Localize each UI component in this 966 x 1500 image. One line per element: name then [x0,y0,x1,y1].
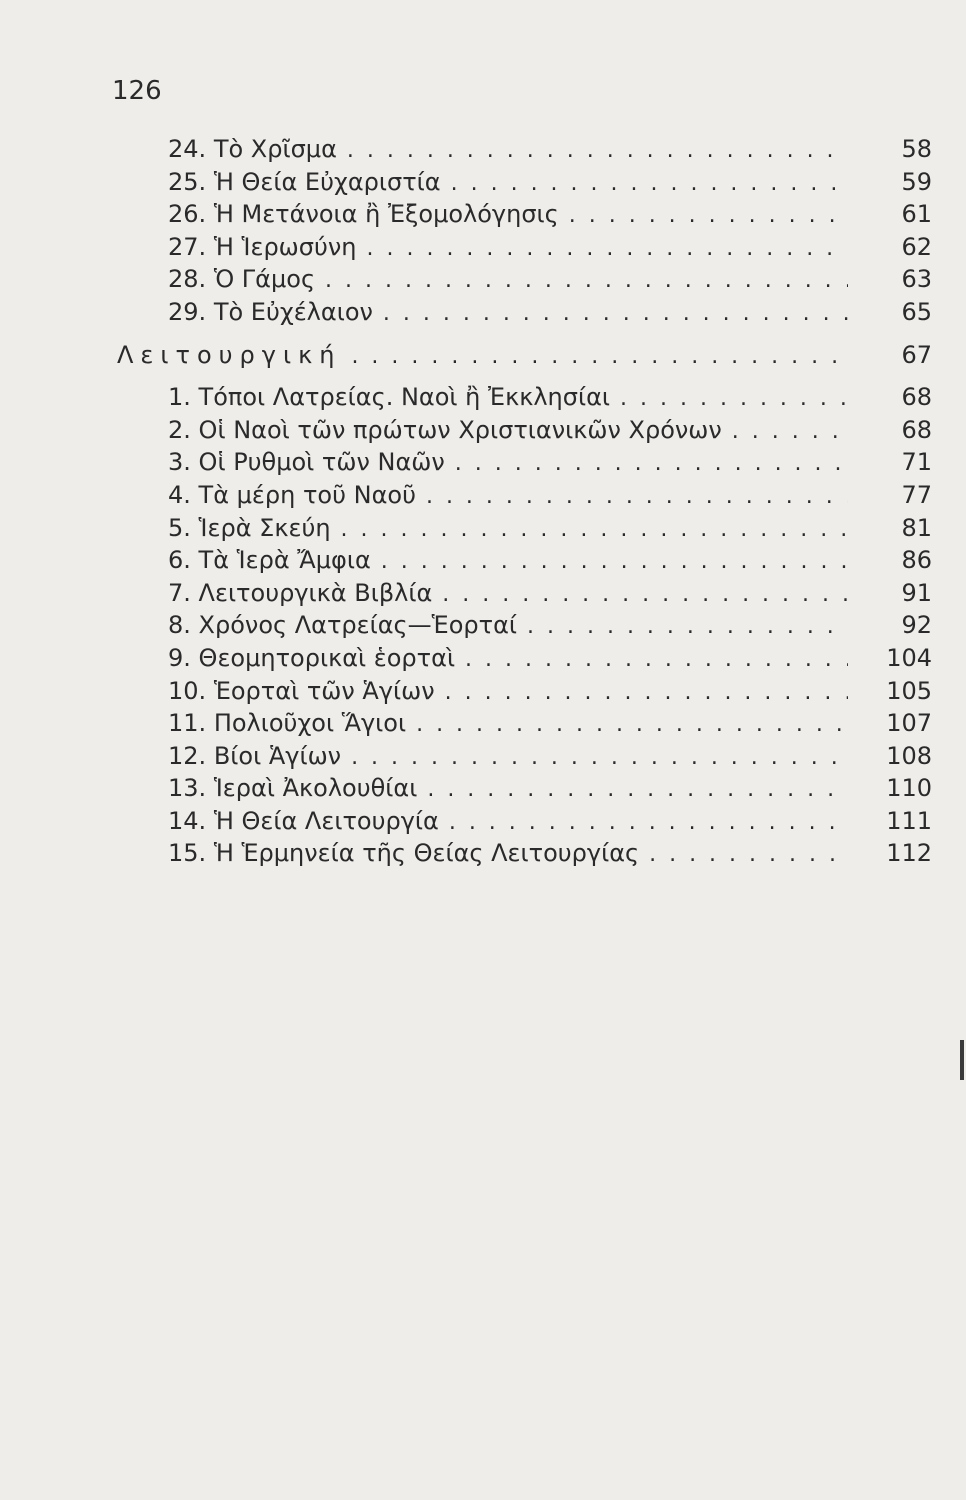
toc-entry [0,200,966,233]
toc-entry [0,546,966,579]
toc-entry-page: 63 [901,265,932,294]
toc-entry-number: 24. [168,135,207,163]
toc-entry-text [168,168,848,196]
toc-entry-text [168,677,848,705]
toc-entry [0,135,966,168]
toc-entry-title: Ἱερὰ Σκεύη . . . [199,514,848,542]
toc-entry-page: 65 [901,297,932,326]
toc-entry-page: 61 [901,200,932,229]
toc-entry-page: 105 [886,676,932,705]
toc-entry-text [168,135,848,163]
toc-entry-text [168,265,848,293]
toc-entry-text [168,383,848,411]
toc-entry [0,416,966,449]
toc-entry [0,481,966,514]
toc-entry [0,611,966,644]
toc-entry-title: Πολιοῦχοι Ἅγιοι . . . [214,709,848,737]
toc-entry-title: Ὁ Γάμος . . . [214,265,848,293]
toc-entry-page: 110 [886,774,932,803]
toc-entry-number: 14. [168,806,207,835]
toc-entry-page: 59 [901,167,932,196]
toc-entry-title: Ἡ Ἑρμηνεία τῆς Θείας Λειτουργίας . . . [214,839,848,867]
toc-entry-page: 92 [901,611,932,640]
toc-entry-number: 11. [168,709,207,738]
toc-entry-number: 27. [168,232,207,261]
toc-entry-title: Ἡ Ἱερωσύνη . . . [214,233,848,261]
toc-entry-title: Τὰ Ἱερὰ Ἄμφια . . . [199,546,848,574]
toc-entry-title: Ἱεραὶ Ἀκολουθίαι . . . [214,774,848,802]
toc-entry-number: 9. [168,643,191,672]
page-number: 126 [112,76,162,106]
toc-entry-title: Ἡ Θεία Εὐχαριστία . . . [214,168,848,196]
toc-entry-text [168,200,848,228]
toc-entry-page: 81 [901,513,932,542]
toc-entry-number: 8. [168,611,191,640]
toc-entry-title: Ἡ Θεία Λειτουργία . . . [214,807,848,835]
toc-entry [0,233,966,266]
toc-entry [0,807,966,840]
toc-entry-number: 26. [168,200,207,229]
toc-entry-number: 4. [168,480,191,509]
toc-entry [0,644,966,677]
toc-entry-number: 28. [168,265,207,294]
toc-entry-title: Θεομητορικαὶ ἑορταὶ . . . [199,644,848,672]
toc-entry [0,448,966,481]
toc-entry [0,265,966,298]
toc-entry-page: 58 [901,135,932,163]
toc-gap [0,373,966,383]
toc-entry-page: 77 [901,480,932,509]
toc-entry-text [168,839,848,867]
toc-entry-page: 112 [886,839,932,868]
toc-entry-text [168,448,848,476]
table-of-contents [0,135,966,872]
toc-entry-page: 91 [901,578,932,607]
toc-entry-text [168,233,848,261]
toc-entry-text [168,709,848,737]
toc-entry [0,383,966,416]
toc-entry-page: 108 [886,741,932,770]
toc-entry-number: 3. [168,448,191,477]
page-edge-mark [960,1040,964,1080]
toc-entry-number: 15. [168,839,207,868]
toc-entry-title: Τόποι Λατρείας. Ναοὶ ἢ Ἐκκλησίαι . . . [199,383,848,411]
toc-entry-title: Χρόνος Λατρείας—Ἑορταί . . . [199,611,848,639]
toc-entry-text [168,742,848,770]
toc-entry-text [168,546,848,574]
toc-entry [0,709,966,742]
toc-entry-number: 2. [168,415,191,444]
toc-entry [0,839,966,872]
toc-entry-title: Λειτουργικὰ Βιβλία . . . [199,579,848,607]
toc-entry-title: Τὸ Εὐχέλαιον . . . [214,298,848,326]
toc-entry-page: 68 [901,415,932,444]
toc-entry-title: Οἱ Ρυθμοὶ τῶν Ναῶν . . . [199,448,848,476]
toc-entry [0,514,966,547]
toc-entry-number: 7. [168,578,191,607]
toc-entry-text [168,611,848,639]
toc-entry [0,677,966,710]
toc-entry-number: 25. [168,167,207,196]
toc-entry-page: 86 [901,546,932,575]
toc-entry-text [117,341,847,369]
toc-entry-number: 13. [168,774,207,803]
toc-entry [0,579,966,612]
toc-entry-page: 104 [886,643,932,672]
toc-entry-title: Ἡ Μετάνοια ἢ Ἐξομολόγησις . . . [214,200,848,228]
toc-entry-page: 71 [901,448,932,477]
toc-entry-text [168,644,848,672]
toc-entry-title: Τὰ μέρη τοῦ Ναοῦ . . . [199,481,848,509]
toc-entry-number: 29. [168,297,207,326]
toc-entry-text [168,774,848,802]
toc-entry-page: 68 [901,383,932,412]
toc-gap [0,331,966,341]
toc-entry-text [168,481,848,509]
toc-entry-page: 107 [886,709,932,738]
toc-entry-title: Οἱ Ναοὶ τῶν πρώτων Χριστιανικῶν Χρόνων . . . [199,416,848,444]
toc-entry-text [168,579,848,607]
toc-entry [0,774,966,807]
toc-entry-text [168,807,848,835]
toc-entry-title: Ἑορταὶ τῶν Ἁγίων . . . [214,677,848,705]
toc-entry-number: 6. [168,546,191,575]
toc-entry [0,742,966,775]
toc-entry-number: 12. [168,741,207,770]
toc-section-heading [0,341,966,374]
toc-entry [0,168,966,201]
toc-entry-text [168,298,848,326]
toc-entry-number: 10. [168,676,207,705]
toc-entry-number: 5. [168,513,191,542]
toc-entry [0,298,966,331]
toc-entry-text [168,416,848,444]
toc-entry-text [168,514,848,542]
toc-entry-title: Βίοι Ἁγίων . . . [214,742,848,770]
toc-entry-title: Τὸ Χρῖσμα . . . [214,135,848,163]
toc-entry-title: Λειτουργική . . . [117,341,847,369]
toc-entry-page: 62 [901,232,932,261]
toc-entry-number: 1. [168,383,191,412]
toc-entry-page: 67 [901,340,932,369]
toc-entry-page: 111 [886,806,932,835]
